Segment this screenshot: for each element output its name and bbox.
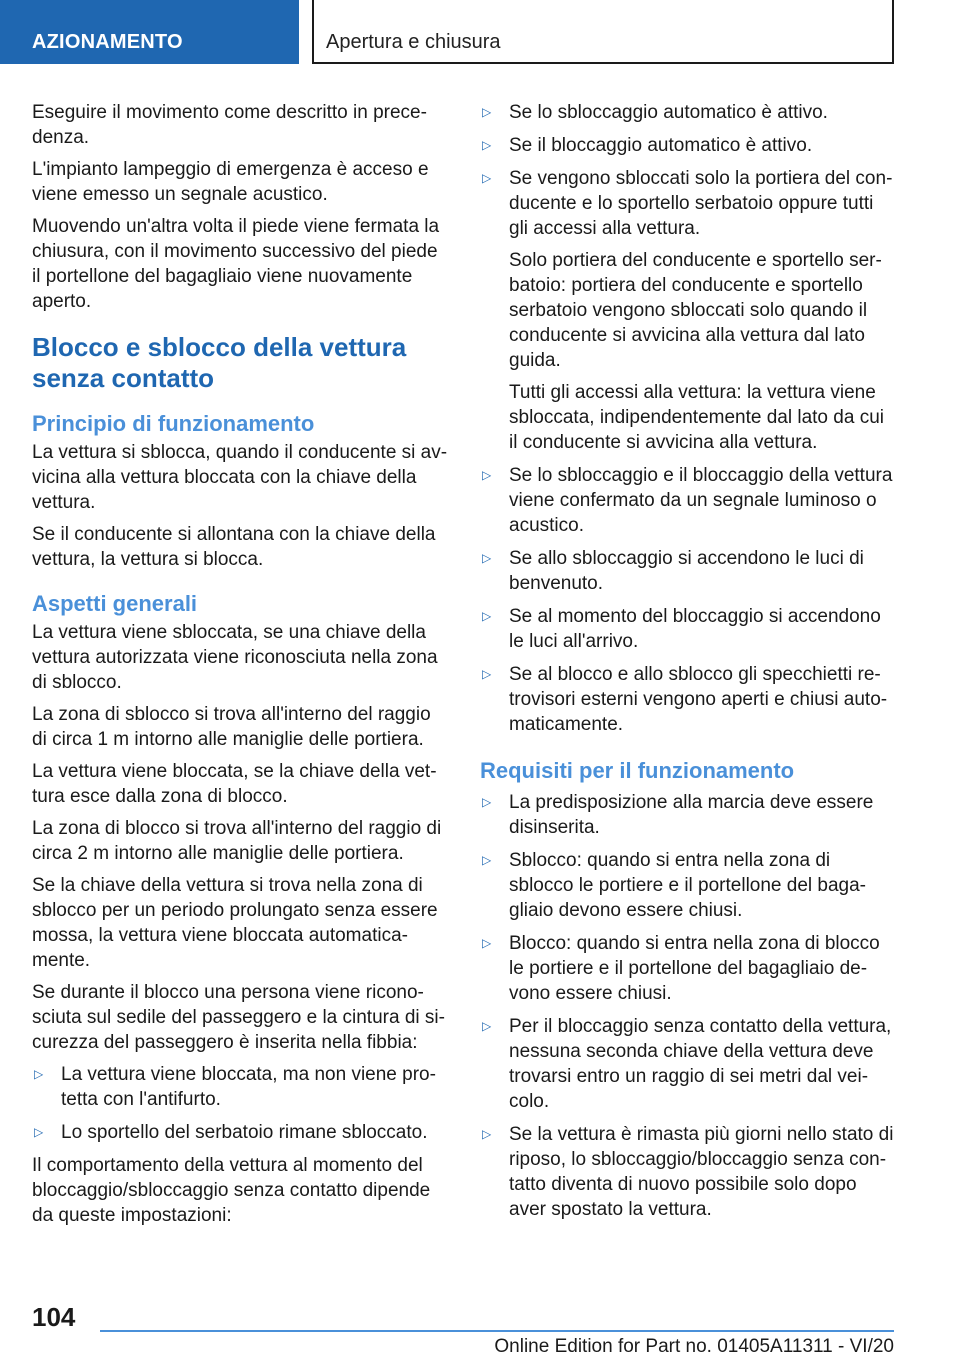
list-item (480, 1122, 896, 1222)
page-number: 104 (32, 1302, 76, 1332)
triangle-bullet-icon: ▷ (482, 171, 492, 185)
list-item-text: Se al momento del bloccaggio si accendono le luci all'arrivo. (509, 606, 881, 652)
general-bullet-list (32, 1062, 448, 1145)
header-chapter-title: Apertura e chiusura (312, 0, 894, 64)
triangle-bullet-icon: ▷ (482, 138, 492, 152)
general-paragraph: La zona di blocco si trova all'interno del raggio di circa 2 m intorno alle maniglie delle portiera. (32, 818, 442, 864)
principle-paragraph: La vettura si sblocca, quando il conducente si avvicina alla vettura bloccata con la chiave della vettura. (32, 442, 448, 513)
triangle-bullet-icon: ▷ (482, 936, 492, 950)
list-item-text: Blocco: quando si entra nella zona di blocco le portiere e il portellone del bagagliaio devono essere chiusi. (509, 933, 880, 1004)
triangle-bullet-icon: ▷ (482, 795, 492, 809)
triangle-bullet-icon: ▷ (482, 667, 492, 681)
right-column (480, 100, 896, 1230)
list-item-text: Se lo sbloccaggio e il bloccaggio della vettura viene confermato da un segnale luminoso o acustico. (509, 465, 893, 536)
list-item-text: La predisposizione alla marcia deve essere disinserita. (509, 792, 874, 838)
triangle-bullet-icon: ▷ (482, 1127, 492, 1141)
intro-paragraph: Muovendo un'altra volta il piede viene fermata la chiusura, con il movimento successivo del piede il portellone del bagagliaio viene nuovamente aperto. (32, 216, 440, 312)
list-item (32, 1120, 448, 1145)
intro-paragraph: Eseguire il movimento come descritto in precedenza. (32, 102, 427, 148)
settings-bullet-list (480, 100, 896, 737)
list-item (480, 1014, 896, 1114)
list-item-text: La vettura viene bloccata, ma non viene protetta con l'antifurto. (61, 1064, 436, 1110)
intro-paragraph: L'impianto lampeggio di emergenza è acceso e viene emesso un segnale acustico. (32, 159, 429, 205)
general-paragraph: Se la chiave della vettura si trova nella zona di sblocco per un periodo prolungato senza essere mossa, la vettura viene bloccata automaticamente. (32, 875, 438, 971)
triangle-bullet-icon: ▷ (482, 853, 492, 867)
list-item-text: Per il bloccaggio senza contatto della vettura, nessuna seconda chiave della vettura deve trovarsi entro un raggio di sei metri dal veicolo. (509, 1016, 892, 1112)
triangle-bullet-icon: ▷ (482, 1019, 492, 1033)
requirements-bullet-list (480, 790, 896, 1222)
list-item-text: Sblocco: quando si entra nella zona di sblocco le portiere e il portellone del bagagliaio devono essere chiusi. (509, 850, 866, 921)
list-item-extra-text: Solo portiera del conducente e sportello serbatoio: portiera del conducente e sportello serbatoio vengono sbloccati solo quando il conducente si avvicina alla vettura dal lato guida. (509, 250, 882, 371)
triangle-bullet-icon: ▷ (34, 1125, 44, 1139)
general-paragraph: La vettura viene bloccata, se la chiave della vettura esce dalla zona di blocco. (32, 761, 437, 807)
list-item (480, 546, 896, 596)
triangle-bullet-icon: ▷ (482, 551, 492, 565)
left-column (32, 100, 448, 1235)
subsection-title-principle: Principio di funzionamento (32, 411, 315, 436)
general-paragraph: La zona di sblocco si trova all'interno del raggio di circa 1 m intorno alle maniglie delle portiera. (32, 704, 431, 750)
triangle-bullet-icon: ▷ (482, 468, 492, 482)
header-section-tab: AZIONAMENTO (0, 0, 299, 64)
list-item (480, 463, 896, 538)
list-item-text: Lo sportello del serbatoio rimane sbloccato. (61, 1122, 428, 1143)
list-item-extra-text: Tutti gli accessi alla vettura: la vettura viene sbloccata, indipendentemente dal lato da cui il conducente si avvicina alla vettura. (509, 382, 884, 453)
list-item (480, 662, 896, 737)
list-item (480, 166, 896, 455)
principle-paragraph: Se il conducente si allontana con la chiave della vettura, la vettura si blocca. (32, 524, 436, 570)
list-item (480, 604, 896, 654)
list-item-text: Se allo sbloccaggio si accendono le luci di benvenuto. (509, 548, 864, 594)
general-paragraph: Se durante il blocco una persona viene riconosciuta sul sedile del passeggero e la cintura di sicurezza del passeggero è inserita nella fibbia: (32, 982, 445, 1053)
footer-edition-text: Online Edition for Part no. 01405A11311 - VI/20 (494, 1336, 894, 1357)
section-title: Blocco e sblocco della vettura senza contatto (32, 332, 407, 393)
subsection-title-requirements: Requisiti per il funzionamento (480, 758, 795, 783)
list-item-text: Se lo sbloccaggio automatico è attivo. (509, 102, 828, 123)
list-item-text: Se vengono sbloccati solo la portiera del conducente e lo sportello serbatoio oppure tutti gli accessi alla vettura. (509, 168, 893, 239)
list-item (480, 931, 896, 1006)
list-item (480, 100, 896, 125)
list-item (480, 848, 896, 923)
list-item-text: Se al blocco e allo sblocco gli specchietti retrovisori esterni vengono aperti e chiusi automaticamente. (509, 664, 888, 735)
subsection-title-general: Aspetti generali (32, 591, 198, 616)
list-item (480, 133, 896, 158)
general-paragraph: La vettura viene sbloccata, se una chiave della vettura autorizzata viene riconosciuta nella zona di sblocco. (32, 622, 438, 693)
list-item (32, 1062, 448, 1112)
triangle-bullet-icon: ▷ (482, 105, 492, 119)
triangle-bullet-icon: ▷ (34, 1067, 44, 1081)
list-item-text: Se la vettura è rimasta più giorni nello stato di riposo, lo sbloccaggio/bloccaggio senza contatto diventa di nuovo possibile solo dopo aver spostato la vettura. (509, 1124, 894, 1220)
triangle-bullet-icon: ▷ (482, 609, 492, 623)
list-item-text: Se il bloccaggio automatico è attivo. (509, 135, 813, 156)
footer-divider (100, 1330, 894, 1332)
list-item (480, 790, 896, 840)
general-closing-paragraph: Il comportamento della vettura al momento del bloccaggio/sbloccaggio senza contatto dipende da queste impostazioni: (32, 1155, 431, 1226)
